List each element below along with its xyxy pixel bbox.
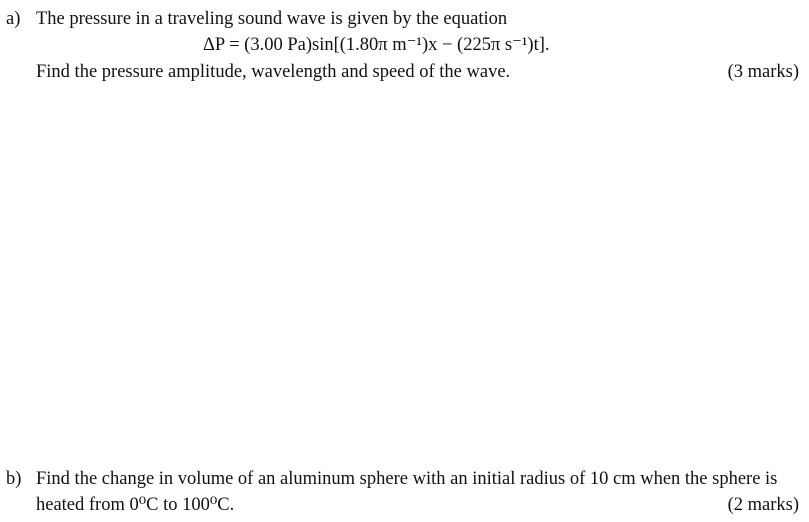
question-b-label: b)	[6, 469, 22, 489]
question-a-equation: ΔP = (3.00 Pa)sin[(1.80π m⁻¹)x − (225π s⁻¹)t].	[203, 35, 550, 55]
question-a-label: a)	[6, 9, 21, 29]
question-b-marks: (2 marks)	[727, 495, 799, 515]
question-a-marks: (3 marks)	[727, 62, 799, 82]
question-b-line2: heated from 0⁰C to 100⁰C.	[36, 495, 235, 515]
question-b-line1: Find the change in volume of an aluminum sphere with an initial radius of 10 cm when the sphere is	[36, 469, 778, 489]
question-a-line1: The pressure in a traveling sound wave is given by the equation	[36, 9, 508, 29]
question-a-line2: Find the pressure amplitude, wavelength and speed of the wave.	[36, 62, 511, 82]
